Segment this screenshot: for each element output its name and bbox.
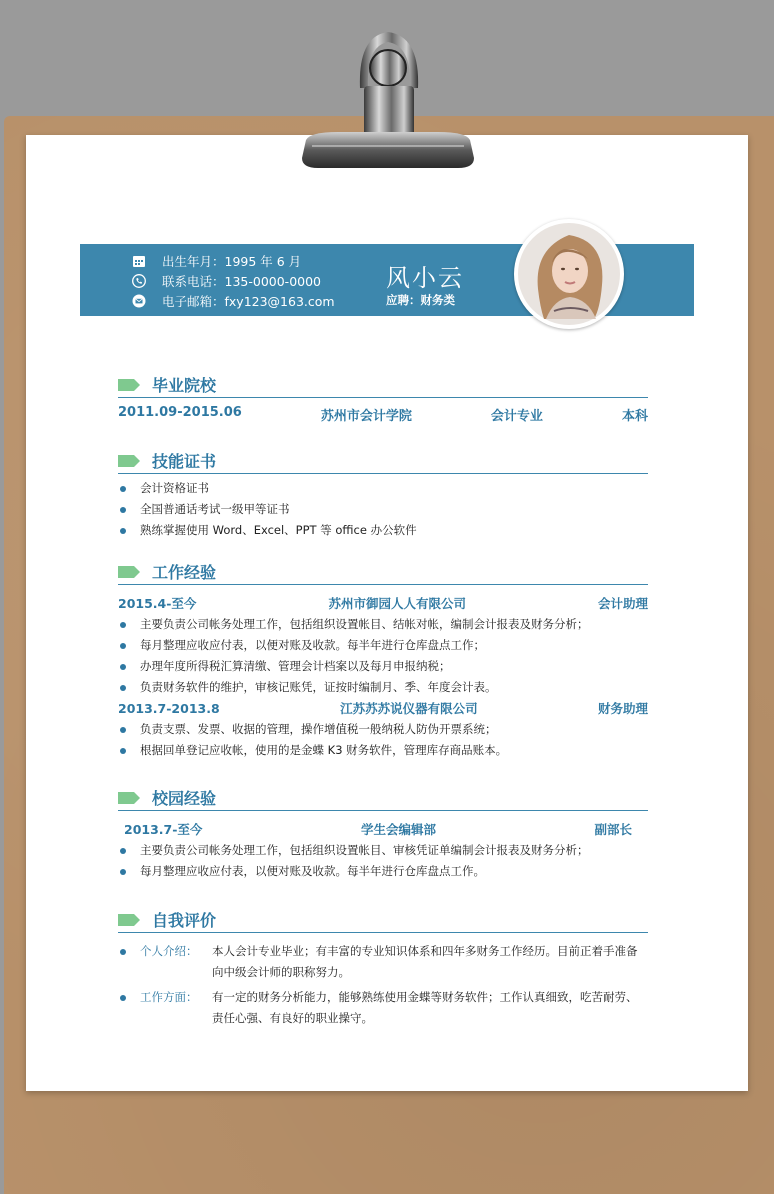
self-eval-text: 本人会计专业毕业；有丰富的专业知识体系和四年多财务工作经历。目前正着手准备向中级会计师的职称努力。 [212, 944, 638, 979]
self-eval-label: 工作方面： [140, 990, 198, 1004]
education-header [118, 373, 648, 398]
phone-icon [132, 274, 146, 288]
email-row [132, 292, 335, 310]
avatar [514, 219, 624, 329]
job-2-role: 财务助理 [597, 701, 648, 716]
job-1-row [118, 593, 648, 614]
campus-section [118, 786, 648, 882]
self-eval-section [118, 908, 648, 1029]
self-eval-header [118, 908, 648, 933]
binder-clip-icon [298, 28, 478, 178]
education-degree: 本科 [621, 409, 648, 424]
birth-text: 出生年月：1995 年 6 月 [162, 254, 302, 269]
job-2-period: 2013.7-2013.8 [118, 701, 220, 716]
campus-period: 2013.7-至今 [124, 822, 203, 837]
education-major: 会计专业 [490, 409, 543, 424]
skills-section [118, 449, 648, 541]
job-1-period: 2015.4-至今 [118, 596, 197, 611]
list-item: 负责财务软件的维护，审核记账凭，证按时编制月、季、年度会计表。 [118, 677, 648, 698]
education-school: 苏州市会计学院 [320, 409, 412, 424]
education-title: 毕业院校 [152, 376, 217, 395]
calendar-icon [132, 254, 146, 268]
self-eval-text: 有一定的财务分析能力，能够熟练使用金蝶等财务软件；工作认真细致，吃苦耐劳、责任心强、有良好的职业操守。 [212, 990, 638, 1025]
phone-row [132, 272, 321, 290]
job-1-company: 苏州市御园人人有限公司 [328, 596, 466, 611]
education-period: 2011.09-2015.06 [118, 405, 242, 420]
candidate-name: 风小云 [386, 264, 464, 292]
education-row [118, 405, 648, 424]
campus-role: 副部长 [594, 822, 632, 837]
job-1-role: 会计助理 [597, 596, 648, 611]
campus-row [118, 819, 648, 840]
resume-paper [26, 135, 748, 1091]
job-2-row [118, 698, 648, 719]
apply-position: 应聘：财务类 [386, 293, 455, 307]
job-2-company: 江苏苏苏说仪器有限公司 [340, 701, 478, 716]
section-tag-icon [118, 455, 140, 467]
campus-org: 学生会编辑部 [360, 822, 436, 837]
phone-text: 联系电话：135-0000-0000 [162, 274, 322, 289]
campus-list [118, 840, 648, 882]
section-tag-icon [118, 792, 140, 804]
section-tag-icon [118, 914, 140, 926]
self-eval-item [118, 987, 648, 1029]
list-item: 全国普通话考试一级甲等证书 [118, 499, 648, 520]
campus-header [118, 786, 648, 811]
birth-row [132, 252, 301, 270]
skills-title: 技能证书 [152, 452, 217, 471]
section-tag-icon [118, 379, 140, 391]
list-item: 会计资格证书 [118, 478, 648, 499]
email-text: 电子邮箱：fxy123@163.com [162, 294, 335, 309]
self-eval-title: 自我评价 [152, 911, 217, 930]
list-item: 每月整理应收应付表，以便对账及收款。每半年进行仓库盘点工作。 [118, 861, 648, 882]
list-item: 主要负责公司帐务处理工作，包括组织设置帐目、审核凭证单编制会计报表及财务分析； [118, 840, 648, 861]
list-item: 主要负责公司帐务处理工作，包括组织设置帐目、结帐对帐，编制会计报表及财务分析； [118, 614, 648, 635]
list-item: 每月整理应收应付表，以便对账及收款。每半年进行仓库盘点工作； [118, 635, 648, 656]
section-tag-icon [118, 566, 140, 578]
avatar-portrait-icon [514, 219, 624, 329]
list-item: 办理年度所得税汇算清缴、管理会计档案以及每月申报纳税； [118, 656, 648, 677]
self-eval-label: 个人介绍： [140, 944, 198, 958]
work-section [118, 560, 648, 761]
job-1-list [118, 614, 648, 698]
list-item: 熟练掌握使用 Word、Excel、PPT 等 office 办公软件 [118, 520, 648, 541]
work-header [118, 560, 648, 585]
list-item: 根据回单登记应收帐，使用的是金蝶 K3 财务软件，管理库存商品账本。 [118, 740, 648, 761]
campus-title: 校园经验 [152, 789, 217, 808]
work-title: 工作经验 [152, 563, 217, 582]
skills-header [118, 449, 648, 474]
self-eval-item [118, 941, 648, 983]
job-2-list [118, 719, 648, 761]
education-section [118, 373, 648, 424]
list-item: 负责支票、发票、收据的管理，操作增值税一般纳税人防伪开票系统； [118, 719, 648, 740]
mail-icon [132, 294, 146, 308]
skills-list [118, 478, 648, 541]
